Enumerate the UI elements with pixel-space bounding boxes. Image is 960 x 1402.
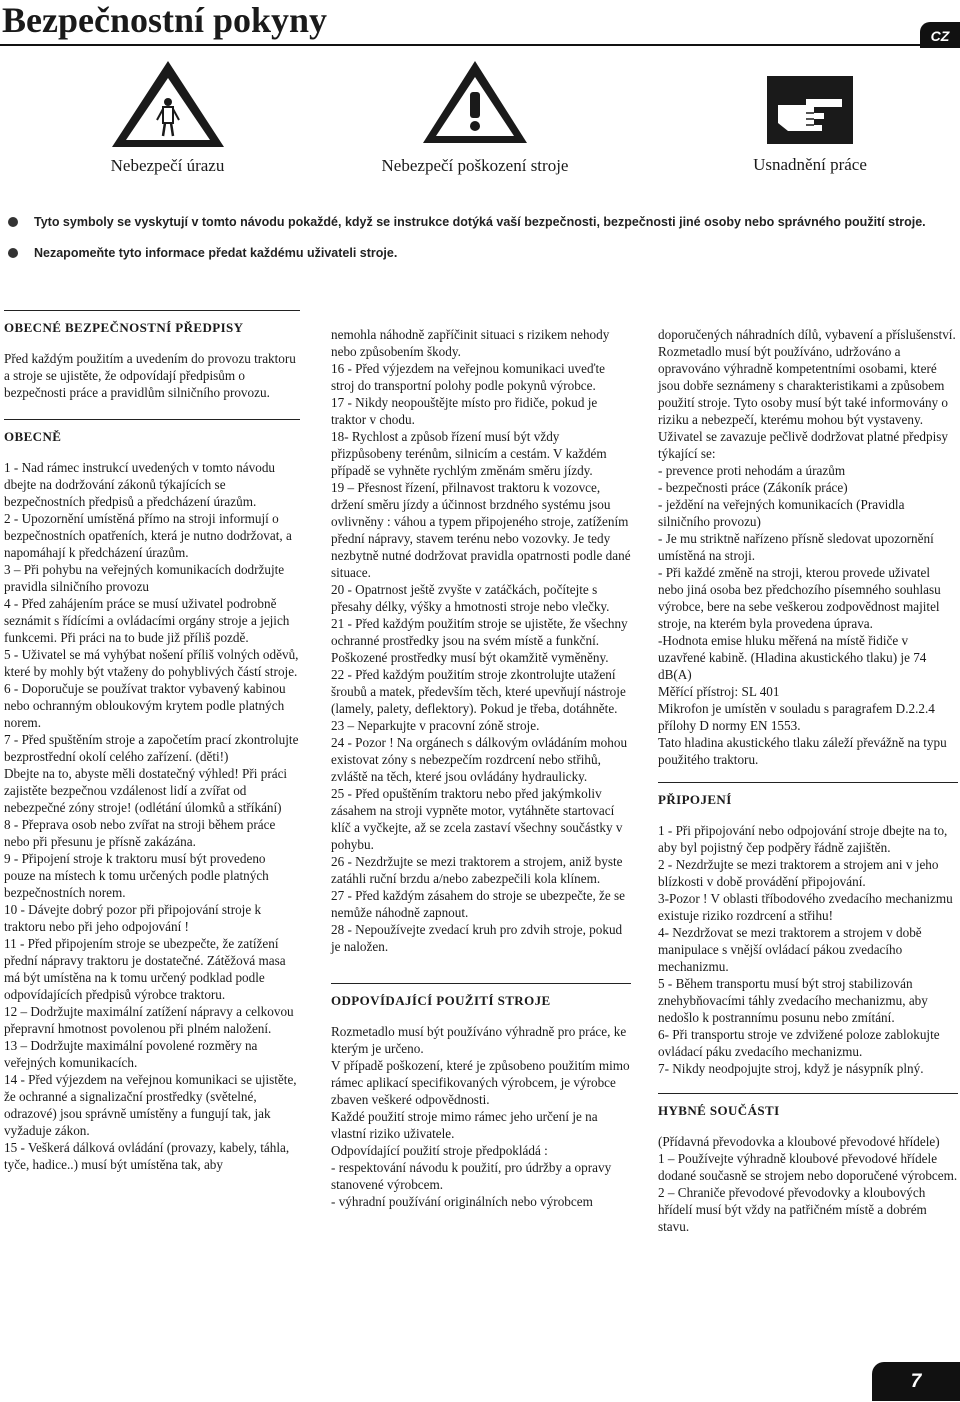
paragraph: 9 - Připojení stroje k traktoru musí být provedeno pouze na místech k tomu určených podle platných bezpečnostních norem. (4, 851, 269, 900)
paragraph: 12 – Dodržujte maximální zatížení nápravy a celkovou přepravní hmotnost povolenou při plném naložení. (4, 1004, 294, 1036)
paragraph: Tato hladina akustického tlaku záleží převážně na typu použitého traktoru. (658, 735, 947, 767)
paragraph: 1 – Používejte výhradně kloubové převodové hřídele dodané současně se strojem nebo doporučené výrobcem. (658, 1151, 958, 1183)
paragraph: 4 - Před zahájením práce se musí uživatel podrobně seznámit s řídícími a ovládacími orgány stroje a jejich funkcemi. Při práci na to bude již příliš pozdě. (4, 596, 290, 645)
pointing-hand-icon (766, 75, 854, 145)
paragraph: 5 - Uživatel se má vyhýbat nošení příliš volných oděvů, které by mohly být vtaženy do pohyblivých částí stroje. (4, 647, 299, 679)
paragraph: 11 - Před připojením stroje se ubezpečte, že zatížení přední nápravy traktoru je dostatečné. Zátěžová masa má být umístěna na k tomu určený podklad podle odpovídajících předpisů výrobce traktoru. (4, 936, 286, 1002)
paragraph: 8 - Přeprava osob nebo zvířat na stroji během práce nebo při přesunu je přísně zakázána. (4, 817, 276, 849)
paragraph: 14 - Před výjezdem na veřejnou komunikaci se ujistěte, že ochranné a signalizační prostředky (světelné, odrazové) jsou správně umístěny a fungují tak, jak vyžaduje zákon. (4, 1072, 297, 1138)
note-item (8, 246, 948, 277)
paragraph: 18- Rychlost a způsob řízení musí být vždy přizpůsobeny terénům, silnicím a cestám. V každém případě se vyhněte rychlým změnám směru jízdy. (331, 429, 607, 478)
symbol-caption: Nebezpečí poškození stroje (381, 156, 569, 175)
paragraph: -Hodnota emise hluku měřená na místě řidiče v uzavřené kabině. (Hladina akustického tlaku) je 74 dB(A) (658, 633, 927, 682)
symbol-injury (80, 58, 255, 176)
paragraph: 2 - Nezdržujte se mezi traktorem a strojem ani v jeho blízkosti v době provádění připojování. (658, 857, 939, 889)
header-rule (0, 44, 920, 46)
injury-warning-icon (109, 58, 227, 150)
heading-proper-use: ODPOVÍDAJÍCÍ POUŽITÍ STROJE (331, 983, 631, 1009)
paragraph: Uživatel se zavazuje pečlivě dodržovat platné předpisy týkající se: (658, 429, 948, 461)
page-number: 7 (872, 1362, 960, 1401)
paragraph: Dbejte na to, abyste měli dostatečný výhled! Při práci zajistěte bezpečnou vzdálenost lidí a zvířat od nebezpečné zóny stroje! (odlétání úlomků a stříkání) (4, 766, 288, 815)
heading-general-rules: OBECNÉ BEZPEČNOSTNÍ PŘEDPISY (4, 310, 300, 336)
paragraph: 7- Nikdy neodpojujte stroj, když je násypník plný. (658, 1061, 924, 1076)
paragraph: - Při každé změně na stroji, kterou provede uživatel nebo jiná osoba bez předchozího písemného souhlasu výrobce, bere na sebe veškerou zodpovědnost majitel stroje, na kterém byla provedena úprava. (658, 565, 941, 631)
paragraph: Odpovídající použití stroje předpokládá : (331, 1143, 548, 1158)
paragraph: 19 – Přesnost řízení, přilnavost traktoru k vozovce, držení směru jízdy a účinnost brzdného systému jsou ovlivněny : váhou a typem připojeného stroje, zatížením přední nápravy, stavem terénu nebo vozovky. Je tedy nezbytně nutné dodržovat pravidla opatrnosti podle dané situace. (331, 480, 631, 580)
paragraph: 3 – Při pohybu na veřejných komunikacích dodržujte pravidla silničního provozu (4, 562, 285, 594)
heading-drive-parts: HYBNÉ SOUČÁSTI (658, 1093, 958, 1119)
note-text: Tyto symboly se vyskytují v tomto návodu pokaždé, když se instrukce dotýká vaší bezpečnosti, bezpečnosti jiné osoby nebo správného použití stroje. (34, 215, 926, 229)
paragraph: - prevence proti nehodám a úrazům (658, 463, 846, 478)
paragraph: 27 - Před každým zásahem do stroje se ubezpečte, že se nemůže náhodně zapnout. (331, 888, 626, 920)
paragraph: Každé použití stroje mimo rámec jeho určení je na vlastní riziko uživatele. (331, 1109, 598, 1141)
paragraph: 1 - Nad rámec instrukcí uvedených v tomto návodu dbejte na dodržování zákonů týkajících se bezpečnostních předpisů a předcházení úrazům. (4, 460, 276, 509)
paragraph: nemohla náhodně zapříčinit situaci s rizikem nehody nebo způsobením škody. (331, 327, 610, 359)
paragraph: 6- Při transportu stroje ve zdvižené poloze zablokujte ovládací páku zvedacího mechanizmu. (658, 1027, 940, 1059)
paragraph: Před každým použitím a uvedením do provozu traktoru a stroje se ujistěte, že odpovídají předpisům o bezpečnosti práce a pravidlům silničního provozu. (4, 351, 296, 400)
paragraph: Mikrofon je umístěn v souladu s paragrafem D.2.2.4 přílohy D normy EN 1553. (658, 701, 935, 733)
paragraph: 26 - Nezdržujte se mezi traktorem a strojem, aniž byste zatáhli ruční brzdu a/nebo zabezpečili kola klínem. (331, 854, 623, 886)
paragraph: Rozmetadlo musí být používáno, udržováno a opravováno výhradně kompetentními osobami, které jsou dobře seznámeny s charakteristikami a způsobem použití stroje. Tyto osoby musí být také informovány o riziku a nebezpečí, kterému mohou být vystaveny. (658, 344, 949, 427)
symbol-helpful-tip (740, 75, 880, 175)
paragraph: 13 – Dodržujte maximální povolené rozměry na veřejných komunikacích. (4, 1038, 258, 1070)
paragraph: 2 - Upozornění umístěná přímo na stroji informují o bezpečnostních opatřeních, která je nutno dodržovat, a napomáhají k předcházení úrazům. (4, 511, 292, 560)
paragraph: 22 - Před každým použitím stroje zkontrolujte utažení šroubů a matek, především těch, které upevňují nástroje (lamely, palety, deflektory). Pokud je třeba, dotáhněte. (331, 667, 626, 716)
paragraph: 10 - Dávejte dobrý pozor při připojování stroje k traktoru nebo při jeho odpojování ! (4, 902, 262, 934)
paragraph: 23 – Neparkujte v pracovní zóně stroje. (331, 718, 540, 733)
note-item (8, 215, 948, 246)
paragraph: doporučených náhradních dílů, vybavení a příslušenství. (658, 327, 956, 342)
paragraph: - bezpečnosti práce (Zákoník práce) (658, 480, 848, 495)
symbol-notes (8, 215, 948, 277)
column-3 (658, 326, 958, 1235)
page-header (0, 0, 960, 48)
paragraph: 6 - Doporučuje se používat traktor vybavený kabinou nebo ochranným obloukovým krytem podle platných norem. (4, 681, 286, 730)
bullet-icon (8, 217, 18, 227)
paragraph: 4- Nezdržovat se mezi traktorem a strojem v době manipulace s vnější ovládací pákou zvedacího mechanizmu. (658, 925, 922, 974)
paragraph: Rozmetadlo musí být používáno výhradně pro práce, ke kterým je určeno. (331, 1024, 627, 1056)
symbol-caption: Usnadnění práce (753, 155, 867, 174)
symbol-caption: Nebezpečí úrazu (110, 156, 225, 175)
note-text: Nezapomeňte tyto informace předat každému uživateli stroje. (34, 246, 398, 260)
paragraph: 21 - Před každým použitím stroje se ujistěte, že všechny ochranné prostředky jsou na svém místě a funkční. Poškozené prostředky musí být okamžitě vyměněny. (331, 616, 628, 665)
paragraph: - Je mu striktně nařízeno přísně sledovat upozornění umístěná na stroji. (658, 531, 934, 563)
heading-general: OBECNĚ (4, 419, 300, 445)
page-title: Bezpečnostní pokyny (2, 0, 328, 40)
paragraph: 1 - Při připojování nebo odpojování stroje dbejte na to, aby byl pojistný čep podpěry řádně zajištěn. (658, 823, 948, 855)
column-2 (331, 326, 631, 1210)
paragraph: 28 - Nepoužívejte zvedací kruh pro zdvih stroje, pokud je naložen. (331, 922, 623, 954)
heading-connection: PŘIPOJENÍ (658, 782, 958, 808)
paragraph: 17 - Nikdy neopouštějte místo pro řidiče, pokud je traktor v chodu. (331, 395, 598, 427)
paragraph: 2 – Chraničе převodové převodovky a kloubových hřídelí musí být vždy na patřičném místě a dobrém stavu. (658, 1185, 927, 1234)
bullet-icon (8, 248, 18, 258)
paragraph: 16 - Před výjezdem na veřejnou komunikaci uveďte stroj do transportní polohy podle pokynů výrobce. (331, 361, 606, 393)
paragraph: 25 - Před opuštěním traktoru nebo před jakýmkoliv zásahem na stroji vypněte motor, vytáhněte startovací klíč a vyčkejte, až se zcela zastaví všechny součástky v pohybu. (331, 786, 623, 852)
paragraph: - výhradní používání originálních nebo výrobcem (331, 1194, 593, 1209)
paragraph: (Přídavná převodovka a kloubové převodové hřídele) (658, 1134, 940, 1149)
paragraph: 3-Pozor ! V oblasti tříbodového zvedacího mechanizmu existuje riziko rozdrcení a střihu! (658, 891, 953, 923)
paragraph: 15 - Veškerá dálková ovládání (provazy, kabely, táhla, tyče, hadice..) musí být umístěna tak, aby (4, 1140, 290, 1172)
column-1 (4, 310, 300, 1173)
symbol-machine-damage (370, 58, 580, 176)
paragraph: V případě poškození, které je způsobeno použitím mimo rámec aplikací specifikovaných výrobcem, je výrobce zbaven veškeré odpovědnosti. (331, 1058, 630, 1107)
paragraph: - respektování návodu k použití, pro údržby a opravy stanovené výrobcem. (331, 1160, 612, 1192)
paragraph: 7 - Před spuštěním stroje a započetím prací zkontrolujte bezprostřední okolí celého zařízení. (děti!) (4, 732, 299, 764)
paragraph: 20 - Opatrnost ještě zvyšte v zatáčkách, počítejte s přesahy délky, výšky a hmotnosti stroje nebo vlečky. (331, 582, 610, 614)
machine-damage-warning-icon (420, 58, 530, 146)
paragraph: 5 - Během transportu musí být stroj stabilizován znehybňovacími táhly zvedacího mechanizmu, aby nedošlo k postrannímu posunu nebo zmítání. (658, 976, 928, 1025)
paragraph: - ježdění na veřejných komunikacích (Pravidla silničního provozu) (658, 497, 905, 529)
paragraph: Měřící přístroj: SL 401 (658, 684, 780, 699)
paragraph: 24 - Pozor ! Na orgánech s dálkovým ovládáním mohou existovat zóny s nebezpečím rozdrcení nebo střihů, zvláště na těch, které jsou ovládány hydraulicky. (331, 735, 628, 784)
language-badge: CZ (920, 22, 960, 48)
